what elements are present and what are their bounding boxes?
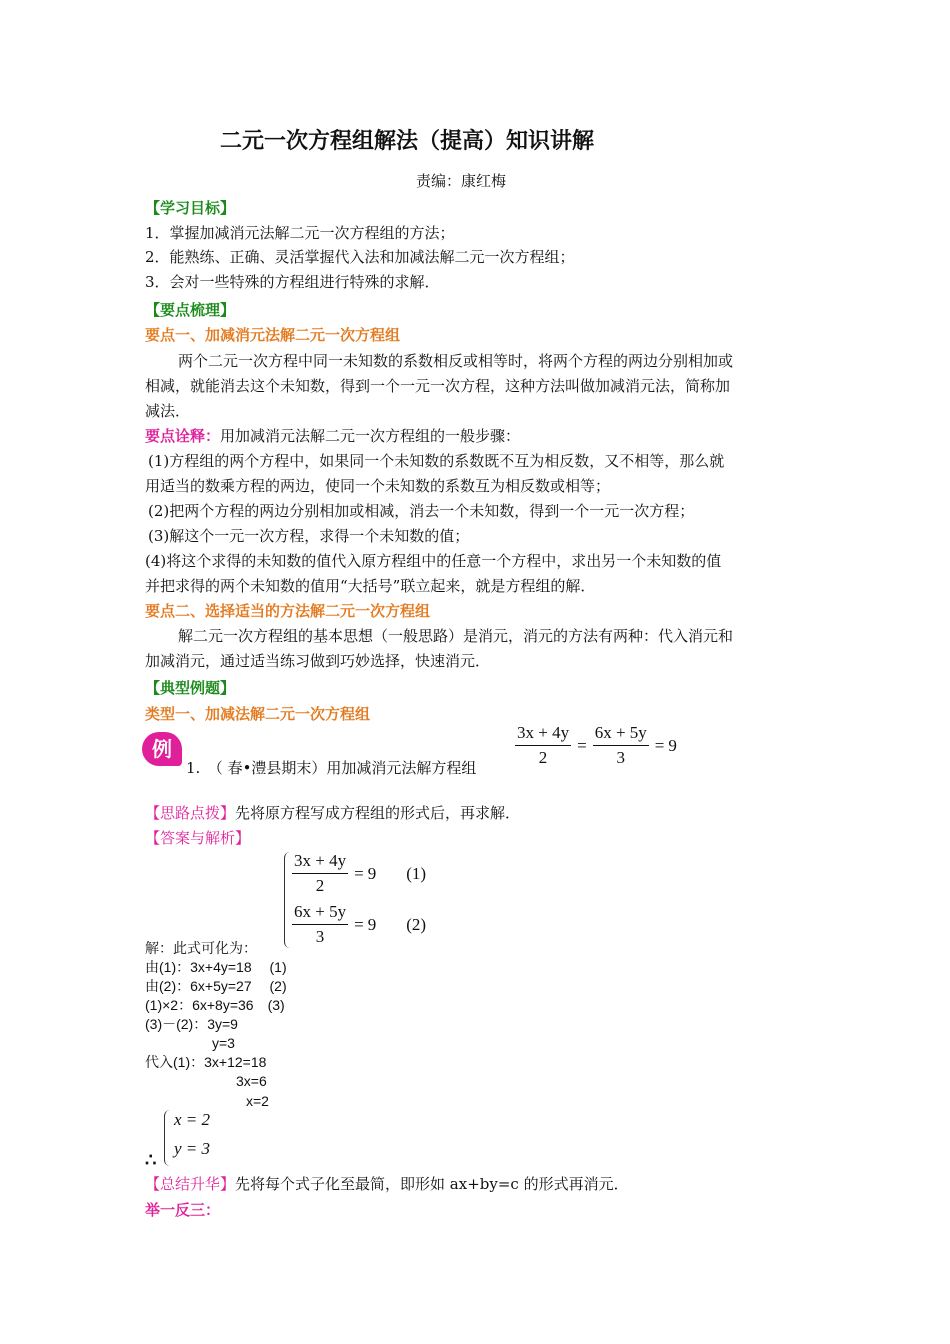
point1-paragraph: 两个二元一次方程中同一未知数的系数相反或相等时，将两个方程的两边分别相加或 xyxy=(178,352,734,370)
solution-line: (3)－(2)：3y=9 xyxy=(145,1016,238,1032)
solution-line: 3x=6 xyxy=(236,1073,267,1089)
goal-item: 2．能熟练、正确、灵活掌握代入法和加减法解二元一次方程组； xyxy=(145,248,575,266)
note-text: 用加减消元法解二元一次方程组的一般步骤： xyxy=(220,427,521,445)
example-badge xyxy=(142,732,182,766)
equals-sign: = xyxy=(577,735,587,755)
summary-label: 【总结升华】 xyxy=(145,1175,236,1193)
examples-heading: 【典型例题】 xyxy=(145,679,236,697)
point2-paragraph: 解二元一次方程组的基本思想（一般思路）是消元，消元的方法有两种：代入消元和 xyxy=(178,627,734,645)
example1-text: 1. （ 春•澧县期末）用加减消元法解方程组 xyxy=(186,759,477,777)
hint-label: 【思路点拨】 xyxy=(145,804,236,822)
goals-heading: 【学习目标】 xyxy=(145,199,236,217)
answer-x: x = 2 xyxy=(174,1110,211,1129)
editor-line: 责编：康红梅 xyxy=(416,172,507,190)
example-badge-label: 例 xyxy=(152,737,172,761)
points-heading: 【要点梳理】 xyxy=(145,301,236,319)
point2-paragraph: 加减消元，通过适当练习做到巧妙选择，快速消元． xyxy=(145,652,491,670)
solution-line: (1)×2：6x+8y=36 (3) xyxy=(145,997,285,1013)
goal-item: 3．会对一些特殊的方程组进行特殊的求解． xyxy=(145,273,440,291)
eq-label: (1) xyxy=(406,863,427,883)
hint-line xyxy=(145,801,520,825)
system-eq-1: $\frac{3x + 4y}{2}$ = 9 (1) xyxy=(294,851,427,895)
step-line: (4)将这个求得的未知数的值代入原方程组中的任意一个方程中，求出另一个未知数的值 xyxy=(145,552,722,570)
point1-paragraph: 减法． xyxy=(145,402,191,420)
step-line: (1)方程组的两个方程中，如果同一个未知数的系数既不互为相反数，又不相等，那么就 xyxy=(148,452,725,470)
point1-title: 要点一、加减消元法解二元一次方程组 xyxy=(145,326,401,344)
summary-text: 先将每个式子化至最简，即形如 ax+by=c 的形式再消元． xyxy=(235,1175,629,1193)
solution-intro: 解：此式可化为： xyxy=(145,940,257,956)
note-line xyxy=(145,424,520,448)
hint-text: 先将原方程写成方程组的形式后，再求解． xyxy=(235,804,521,822)
practice-heading: 举一反三： xyxy=(145,1201,221,1219)
step-line: 用适当的数乘方程的两边，使同一个未知数的系数互为相反数或相等； xyxy=(145,477,611,495)
solution-line: 由(1)：3x+4y=18 (1) xyxy=(145,959,287,975)
step-line: (3)解这个一元一次方程，求得一个未知数的值； xyxy=(148,527,470,545)
solution-line: 代入(1)：3x+12=18 xyxy=(145,1054,267,1070)
page-title: 二元一次方程组解法（提高）知识讲解 xyxy=(220,129,595,154)
eq-label: (2) xyxy=(406,914,427,934)
system-eq-2: $\frac{6x + 5y}{3}$ = 9 (2) xyxy=(294,902,427,946)
equals-sign: = xyxy=(654,735,665,755)
step-line: 并把求得的两个未知数的值用“大括号”联立起来，就是方程组的解． xyxy=(145,577,596,595)
rhs-value: 9 xyxy=(668,735,677,755)
step-line: (2)把两个方程的两边分别相加或相减，消去一个未知数，得到一个一元一次方程； xyxy=(148,502,695,520)
answer-brace xyxy=(164,1110,172,1166)
solution-line: 由(2)：6x+5y=27 (2) xyxy=(145,978,287,994)
answer-y: y = 3 xyxy=(174,1139,211,1158)
fraction: $\frac{6x + 5y}{3}$ xyxy=(594,723,647,767)
summary-line xyxy=(145,1172,629,1196)
example1-equation xyxy=(513,723,677,768)
goal-item: 1．掌握加减消元法解二元一次方程组的方法； xyxy=(145,224,455,242)
type1-title: 类型一、加减法解二元一次方程组 xyxy=(145,705,371,723)
therefore-symbol: ∴ xyxy=(145,1150,157,1171)
point2-title: 要点二、选择适当的方法解二元一次方程组 xyxy=(145,602,431,620)
fraction: $\frac{3x + 4y}{2}$ xyxy=(517,723,570,767)
answer-label: 【答案与解析】 xyxy=(145,829,251,847)
solution-line: x=2 xyxy=(246,1093,269,1109)
solution-line: y=3 xyxy=(212,1035,235,1051)
point1-paragraph: 相减，就能消去这个未知数，得到一个一元一次方程，这种方法叫做加减消元法，简称加 xyxy=(145,377,731,395)
note-label: 要点诠释： xyxy=(145,427,221,445)
